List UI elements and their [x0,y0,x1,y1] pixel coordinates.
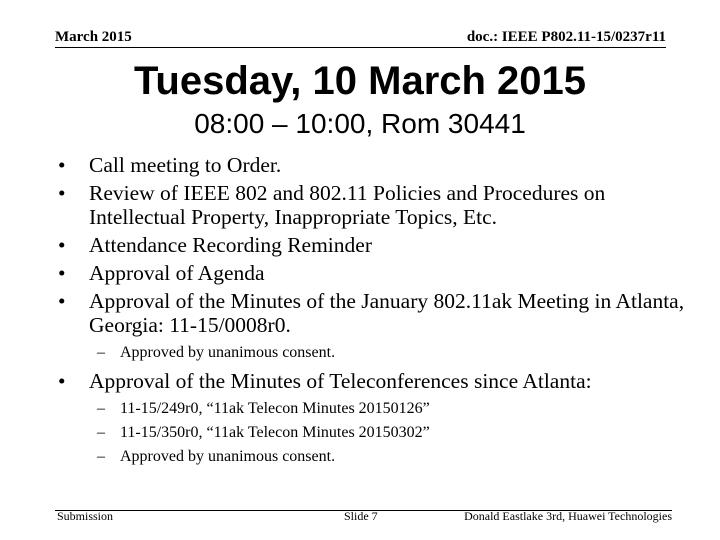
header-date: March 2015 [55,29,132,45]
slide-title: Tuesday, 10 March 2015 [133,59,587,103]
agenda-sublist [55,341,685,365]
header-doc-id: doc.: IEEE P802.11-15/0237r11 [466,29,666,45]
agenda-list-continued [55,369,685,393]
agenda-list [55,153,685,337]
agenda-sublist [55,397,685,469]
agenda-item: • Review of IEEE 802 and 802.11 Policies and Procedures on Intellectual Property, Inappropriate Topics, Etc. [55,181,685,229]
agenda-item: • Call meeting to Order. [55,153,685,177]
header-divider [55,47,666,48]
agenda-item: • Attendance Recording Reminder [55,233,685,257]
agenda-subitem: – 11-15/350r0, “11ak Telecon Minutes 20150302” [55,421,685,445]
agenda-subitem: – Approved by unanimous consent. [55,445,685,469]
footer-submission: Submission [57,509,114,523]
footer-author: Donald Eastlake 3rd, Huawei Technologies [464,509,672,523]
agenda-item: • Approval of the Minutes of the January 802.11ak Meeting in Atlanta, Georgia: 11-15/0008r0. [55,289,685,337]
agenda-subitem: – 11-15/249r0, “11ak Telecon Minutes 20150126” [55,397,685,421]
footer-slide-number: Slide 7 [344,509,378,523]
slide-body [55,149,685,469]
agenda-item: • Approval of the Minutes of Teleconferences since Atlanta: [55,369,685,393]
agenda-subitem: – Approved by unanimous consent. [55,341,685,365]
agenda-item: • Approval of Agenda [55,261,685,285]
slide-subtitle: 08:00 – 10:00, Rom 30441 [194,108,526,139]
